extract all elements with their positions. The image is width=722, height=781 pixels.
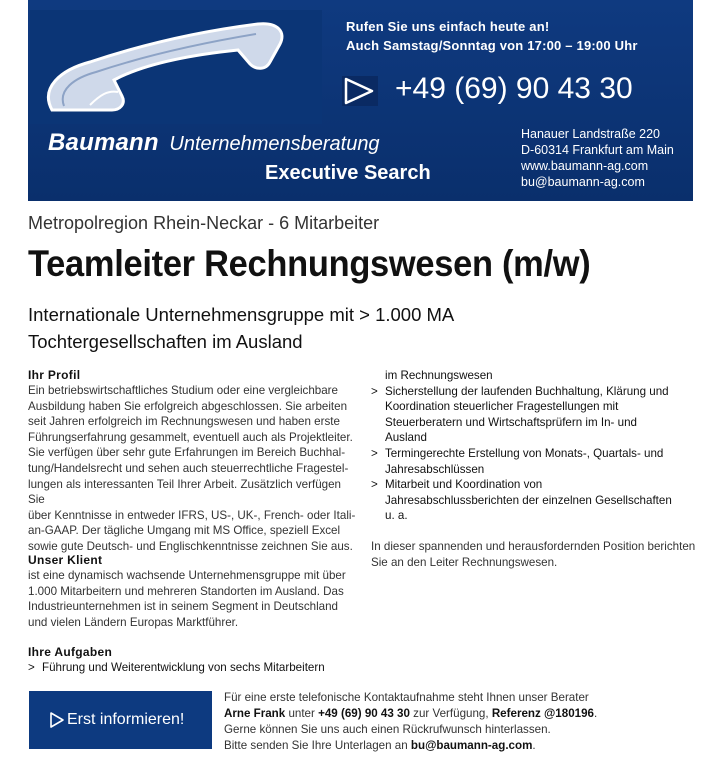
reporting-line: In dieser spannenden und herausfordernden Position berichten Sie an den Leiter Rechnungswesen. [371, 539, 696, 569]
address-city: D-60314 Frankfurt am Main [521, 143, 674, 157]
info-button[interactable] [29, 691, 212, 749]
address-block [521, 126, 674, 190]
website-link[interactable]: www.baumann-ag.com [521, 159, 649, 173]
contact-line-3: Gerne können Sie uns auch einen Rückrufwunsch hinterlassen. [224, 723, 551, 736]
info-button-label: Erst informieren! [67, 711, 185, 728]
brand-descriptor: Unternehmensberatung [169, 133, 380, 155]
headline-line-2: Auch Samstag/Sonntag von 17:00 – 19:00 Uhr [346, 38, 638, 53]
telephone-handset-icon [30, 10, 294, 124]
address-street: Hanauer Landstraße 220 [521, 127, 660, 141]
contact-phone[interactable]: +49 (69) 90 43 30 [318, 707, 410, 720]
profile-heading: Ihr Profil [28, 368, 81, 382]
play-icon [342, 76, 378, 106]
contact-email[interactable]: bu@baumann-ag.com [410, 739, 533, 752]
company-logo [48, 127, 380, 160]
task-item-continuation: im Rechnungswesen [385, 369, 493, 382]
profile-text: Ein betriebswirtschaftliches Studium oder eine vergleichbare Ausbildung haben Sie erfolgreich abgeschlossen. Sie arbeiten seit Jahren erfolgreich im Rechnungswesen und haben erste Führungserfahrung gesammelt, eventuell auch als Projektleiter. Sie verfügen über sehr gute Erfahrungen im Bereich Buchhal- tung/Handelsrecht und sehen auch steuerrechtliche Fragestel- lungen als interessanten Teil Ihrer Arbeit. Zusätzlich verfügen Sie über Kenntnisse in entweder IFRS, US-, UK-, French- oder Itali- an-GAAP. Der tägliche Umgang mit MS Office, speziell Excel sowie gute Deutsch- und Englischkenntnisse zeichnen Sie aus. [28, 384, 356, 553]
tasks-continued [371, 368, 697, 570]
profile-section [28, 367, 358, 555]
task-item: > Termingerechte Erstellung von Monats-, Quartals- und Jahresabschlüssen [371, 446, 664, 476]
job-title: Teamleiter Rechnungswesen (m/w) [28, 243, 591, 284]
client-heading: Unser Klient [28, 553, 103, 567]
subtitle [28, 301, 454, 355]
region-line: Metropolregion Rhein-Neckar - 6 Mitarbeiter [28, 213, 380, 233]
subtitle-line-2: Tochtergesellschaften im Ausland [28, 331, 303, 352]
client-section [28, 552, 358, 630]
task-item: > Führung und Weiterentwicklung von sechs Mitarbeitern [28, 661, 325, 674]
brand-name: Baumann [48, 129, 159, 156]
contact-block [224, 690, 597, 754]
tasks-heading: Ihre Aufgaben [28, 645, 113, 659]
headline [346, 17, 638, 55]
contact-line-1: Für eine erste telefonische Kontaktaufnahme steht Ihnen unser Berater [224, 691, 589, 704]
play-icon [49, 711, 65, 729]
task-item: > Mitarbeit und Koordination von Jahresabschlussberichten der einzelnen Gesellschaften u. a. [371, 478, 672, 523]
tasks-section [28, 644, 358, 676]
email-link[interactable]: bu@baumann-ag.com [521, 175, 645, 189]
contact-line-4: Bitte senden Sie Ihre Unterlagen an bu@baumann-ag.com. [224, 739, 536, 752]
subtitle-line-1: Internationale Unternehmensgruppe mit > 1.000 MA [28, 304, 455, 325]
headline-line-1: Rufen Sie uns einfach heute an! [346, 19, 550, 34]
client-text: ist eine dynamisch wachsende Unternehmensgruppe mit über 1.000 Mitarbeitern und mehreren Standorten im Ausland. Das Industrieunternehmen ist in seinem Segment in Deutschland und vielen Ländern Europas Marktführer. [28, 569, 346, 629]
task-item: > Sicherstellung der laufenden Buchhaltung, Klärung und Koordination steuerlicher Fragestellungen mit Steuerberatern und Wirtschaftsprüfern im In- und Ausland [371, 384, 669, 445]
contact-line-2: Arne Frank unter +49 (69) 90 43 30 zur Verfügung, Referenz @180196. [224, 707, 598, 720]
banner-phone-number[interactable]: +49 (69) 90 43 30 [395, 72, 633, 105]
consultant-name: Arne Frank [224, 707, 286, 720]
reference-code: Referenz @180196 [491, 707, 594, 720]
tagline: Executive Search [265, 162, 431, 184]
